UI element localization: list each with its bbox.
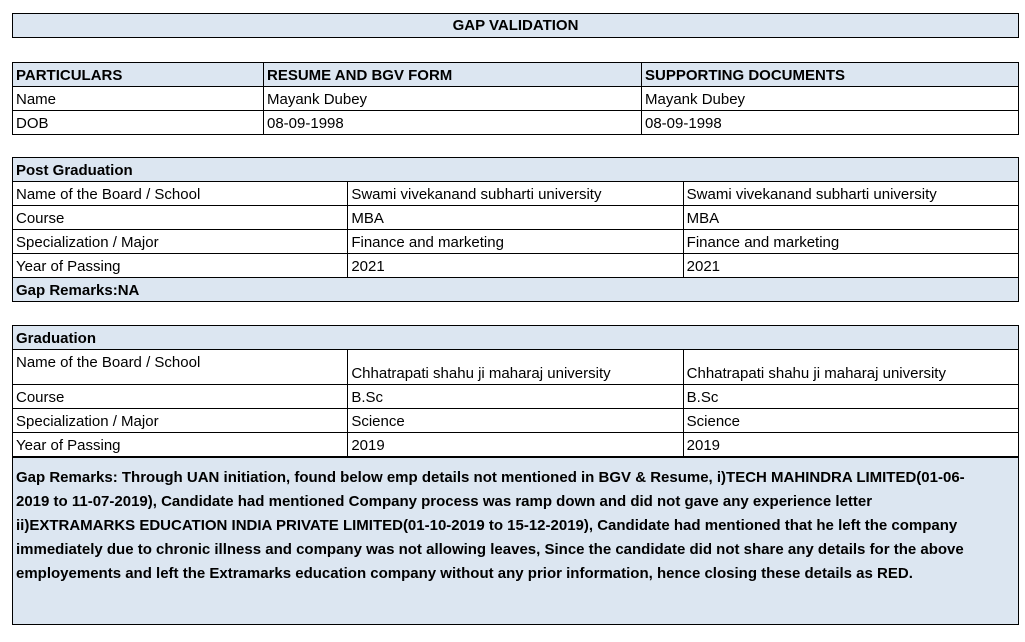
row-label: Course [13,206,348,230]
table-header-row [13,63,1019,87]
document-value: 2019 [683,433,1018,457]
gap-remarks-line: 2019 to 11-07-2019), Candidate had mentioned Company process was ramp down and did not gave any experience letter [16,493,873,510]
document-value: MBA [683,206,1018,230]
document-value: Finance and marketing [683,230,1018,254]
personal-details-table [12,62,1019,135]
resume-value: MBA [348,206,683,230]
row-label: Year of Passing [13,433,348,457]
table-row [13,254,1019,278]
page-title: GAP VALIDATION [12,13,1019,38]
table-row [13,433,1019,457]
document-value: Chhatrapati shahu ji maharaj university [683,350,1018,385]
graduation-table [12,325,1019,457]
section-heading: Post Graduation [13,158,1019,182]
table-row [13,206,1019,230]
row-label: Year of Passing [13,254,348,278]
document-value: 08-09-1998 [642,111,1019,135]
post-graduation-table [12,157,1019,302]
personal-details-section [12,62,1019,135]
resume-value: 2019 [348,433,683,457]
gap-remarks: Gap Remarks:NA [13,278,1019,302]
document-value: Science [683,409,1018,433]
resume-value: Chhatrapati shahu ji maharaj university [348,350,683,385]
document-value: 2021 [683,254,1018,278]
resume-value: 2021 [348,254,683,278]
graduation-section [12,325,1019,625]
table-row [13,111,1019,135]
column-header: RESUME AND BGV FORM [264,63,642,87]
gap-remarks-row [13,278,1019,302]
row-label: Name of the Board / School [13,350,348,385]
gap-remarks [12,457,1019,625]
row-label: Name of the Board / School [13,182,348,206]
resume-value: 08-09-1998 [264,111,642,135]
table-row [13,409,1019,433]
document-value: B.Sc [683,385,1018,409]
section-heading-row [13,326,1019,350]
resume-value: Finance and marketing [348,230,683,254]
resume-value: Mayank Dubey [264,87,642,111]
gap-remarks-line: ii)EXTRAMARKS EDUCATION INDIA PRIVATE LIMITED(01-10-2019 to 15-12-2019), Candidate had mentioned that he left the company [16,517,958,534]
row-label: Course [13,385,348,409]
row-label: Name [13,87,264,111]
row-label: Specialization / Major [13,409,348,433]
resume-value: Swami vivekanand subharti university [348,182,683,206]
row-label: Specialization / Major [13,230,348,254]
table-row [13,350,1019,385]
column-header: SUPPORTING DOCUMENTS [642,63,1019,87]
gap-remarks-line: employements and left the Extramarks education company without any prior information, hence closing these details as RED. [16,565,913,582]
gap-remarks-line: immediately due to chronic illness and company was not allowing leaves, Since the candidate did not share any details for the above [16,541,964,558]
document-value: Mayank Dubey [642,87,1019,111]
document-value: Swami vivekanand subharti university [683,182,1018,206]
table-row [13,182,1019,206]
table-row [13,385,1019,409]
post-graduation-section [12,157,1019,302]
resume-value: Science [348,409,683,433]
resume-value: B.Sc [348,385,683,409]
row-label: DOB [13,111,264,135]
table-row [13,230,1019,254]
gap-remarks-line: Gap Remarks: Through UAN initiation, found below emp details not mentioned in BGV & Resume, i)TECH MAHINDRA LIMITED(01-06- [16,469,965,486]
section-heading: Graduation [13,326,1019,350]
column-header: PARTICULARS [13,63,264,87]
section-heading-row [13,158,1019,182]
table-row [13,87,1019,111]
